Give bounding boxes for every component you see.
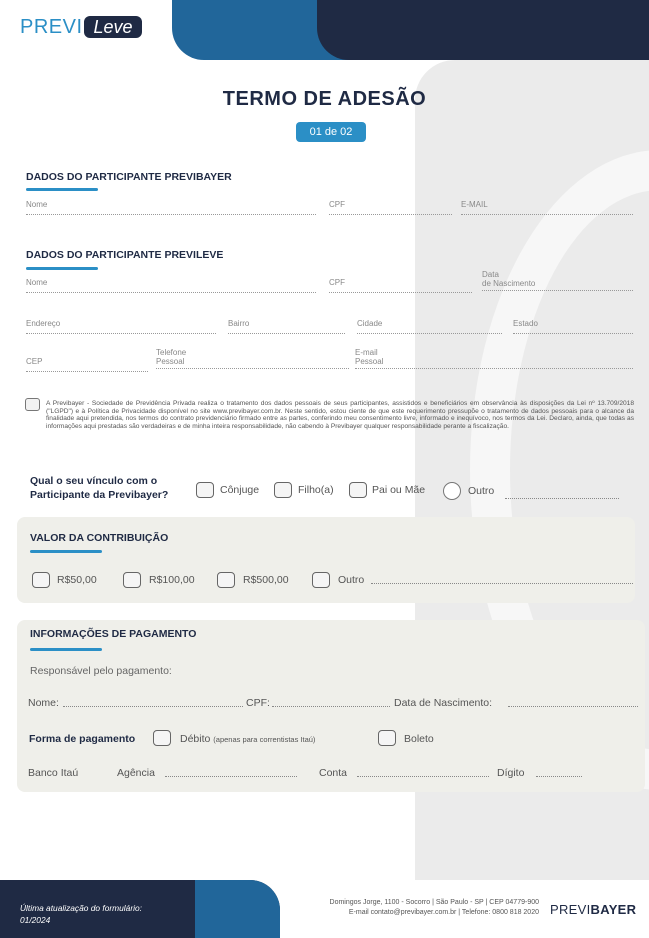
contribuicao-100-checkbox[interactable]	[123, 572, 141, 588]
banco-label: Banco Itaú	[28, 767, 79, 779]
footer-teal-shape	[195, 880, 280, 938]
agencia-input[interactable]	[165, 776, 297, 777]
debito-checkbox[interactable]	[153, 730, 171, 746]
responsavel-label: Responsável pelo pagamento:	[30, 665, 172, 677]
debito-note: (apenas para correntistas Itaú)	[213, 735, 316, 744]
footer-update-date: 01/2024	[20, 915, 51, 925]
pagamento-nome-input[interactable]	[63, 706, 243, 707]
pagamento-nascimento-input[interactable]	[508, 706, 638, 707]
contribuicao-500-label: R$500,00	[243, 574, 289, 586]
telefone-label-line1: Telefone	[156, 348, 187, 357]
vinculo-pai-mae-checkbox[interactable]	[349, 482, 367, 498]
debito-label	[180, 733, 315, 745]
section-underline	[30, 648, 102, 651]
previbayer-cpf-field[interactable]: CPF	[329, 200, 452, 215]
email-label-line2: Pessoal	[355, 357, 384, 366]
previleve-endereco-field[interactable]: Endereço	[26, 319, 216, 334]
pagamento-nascimento-label: Data de Nascimento:	[394, 697, 493, 709]
previleve-email-field[interactable]	[355, 348, 633, 369]
brand-previ: PREVI	[550, 902, 591, 917]
boleto-label: Boleto	[404, 733, 434, 745]
logo-leve-badge: Leve	[84, 16, 142, 38]
contribuicao-500-checkbox[interactable]	[217, 572, 235, 588]
previleve-telefone-field[interactable]	[156, 348, 349, 369]
footer-update-info	[20, 902, 142, 926]
agencia-label: Agência	[117, 767, 155, 779]
previleve-nascimento-field[interactable]	[482, 270, 633, 291]
vinculo-outro-radio[interactable]	[443, 482, 461, 500]
section-underline	[30, 550, 102, 553]
previleve-bairro-field[interactable]: Bairro	[228, 319, 345, 334]
contribuicao-outro-checkbox[interactable]	[312, 572, 330, 588]
header-navy-shape	[317, 0, 649, 60]
digito-label: Dígito	[497, 767, 525, 779]
footer-address-line2: E-mail contato@previbayer.com.br | Telefone: 0800 818 2020	[348, 909, 539, 916]
debito-text: Débito	[180, 733, 211, 745]
previbayer-email-field[interactable]: E-MAIL	[461, 200, 633, 215]
section-heading-contribuicao: VALOR DA CONTRIBUIÇÃO	[30, 532, 169, 544]
pagamento-nome-label: Nome:	[28, 697, 59, 709]
email-label-line1: E-mail	[355, 348, 378, 357]
contribuicao-outro-input[interactable]	[371, 583, 633, 584]
conta-input[interactable]	[357, 776, 489, 777]
previleve-nome-field[interactable]: Nome	[26, 278, 316, 293]
conta-label: Conta	[319, 767, 348, 779]
contribuicao-100-label: R$100,00	[149, 574, 195, 586]
section-heading-pagamento: INFORMAÇÕES DE PAGAMENTO	[30, 628, 197, 640]
vinculo-pai-mae-label: Pai ou Mãe	[372, 484, 426, 496]
consent-checkbox[interactable]	[25, 398, 40, 411]
forma-pagamento-label: Forma de pagamento	[29, 733, 136, 745]
nascimento-label-line2: de Nascimento	[482, 279, 536, 288]
contribuicao-panel	[17, 517, 635, 603]
page-title: TERMO DE ADESÃO	[222, 88, 427, 110]
contribuicao-50-checkbox[interactable]	[32, 572, 50, 588]
page-indicator: 01 de 02	[296, 122, 366, 142]
telefone-label-line2: Pessoal	[156, 357, 185, 366]
boleto-checkbox[interactable]	[378, 730, 396, 746]
contribuicao-outro-label: Outro	[338, 574, 365, 586]
brand-bayer: BAYER	[590, 902, 637, 917]
logo-previ-text: PREVI	[20, 16, 83, 38]
vinculo-filho-label: Filho(a)	[298, 484, 334, 496]
vinculo-conjuge-checkbox[interactable]	[196, 482, 214, 498]
section-underline	[26, 188, 98, 191]
previleve-estado-field[interactable]: Estado	[513, 319, 633, 334]
section-underline	[26, 267, 98, 270]
footer-address	[285, 898, 539, 918]
section-heading-previleve: DADOS DO PARTICIPANTE PREVILEVE	[26, 249, 224, 261]
pagamento-cpf-label: CPF:	[246, 697, 270, 709]
section-heading-previbayer: DADOS DO PARTICIPANTE PREVIBAYER	[26, 171, 232, 183]
previleve-cpf-field[interactable]: CPF	[329, 278, 472, 293]
previbayer-logo	[550, 902, 636, 917]
vinculo-outro-label: Outro	[468, 485, 495, 497]
pagamento-cpf-input[interactable]	[272, 706, 390, 707]
digito-input[interactable]	[536, 776, 582, 777]
vinculo-question	[30, 474, 168, 502]
vinculo-question-line2: Participante da Previbayer?	[30, 489, 169, 501]
previleve-cep-field[interactable]: CEP	[26, 357, 148, 372]
footer-update-label: Última atualização do formulário:	[20, 903, 142, 913]
vinculo-conjuge-label: Cônjuge	[220, 484, 260, 496]
vinculo-outro-input[interactable]	[505, 498, 619, 499]
consent-text: A Previbayer - Sociedade de Previdência Privada realiza o tratamento dos dados pessoais de seus participantes, assistidos e beneficiários em observância às disposições da Lei nº 13.709/2018 ("LGPD") e à Política de Privacidade disponível no site www.previbayer.com.br. Neste sentido, estou ciente de que este requerimento pressupõe o tratamento de dados pessoais para o alcance da finalidade aqui pretendida, nos termos do contrato previdenciário firmado entre as partes, conferindo meu consentimento livre, informado e inequívoco, nos termos da Lei. Declaro, ainda, que todas as informações aqui prestadas são verdadeiras e de minha inteira responsabilidade, não cabendo à Previbayer qualquer responsabilidade perante a fiscalização.	[46, 400, 634, 430]
previbayer-nome-field[interactable]: Nome	[26, 200, 316, 215]
nascimento-label-line1: Data	[482, 270, 499, 279]
footer-address-line1: Domingos Jorge, 1100 - Socorro | São Paulo - SP | CEP 04779-900	[329, 899, 539, 906]
contribuicao-50-label: R$50,00	[57, 574, 97, 586]
vinculo-filho-checkbox[interactable]	[274, 482, 292, 498]
previleve-cidade-field[interactable]: Cidade	[357, 319, 502, 334]
vinculo-question-line1: Qual o seu vínculo com o	[30, 475, 158, 487]
